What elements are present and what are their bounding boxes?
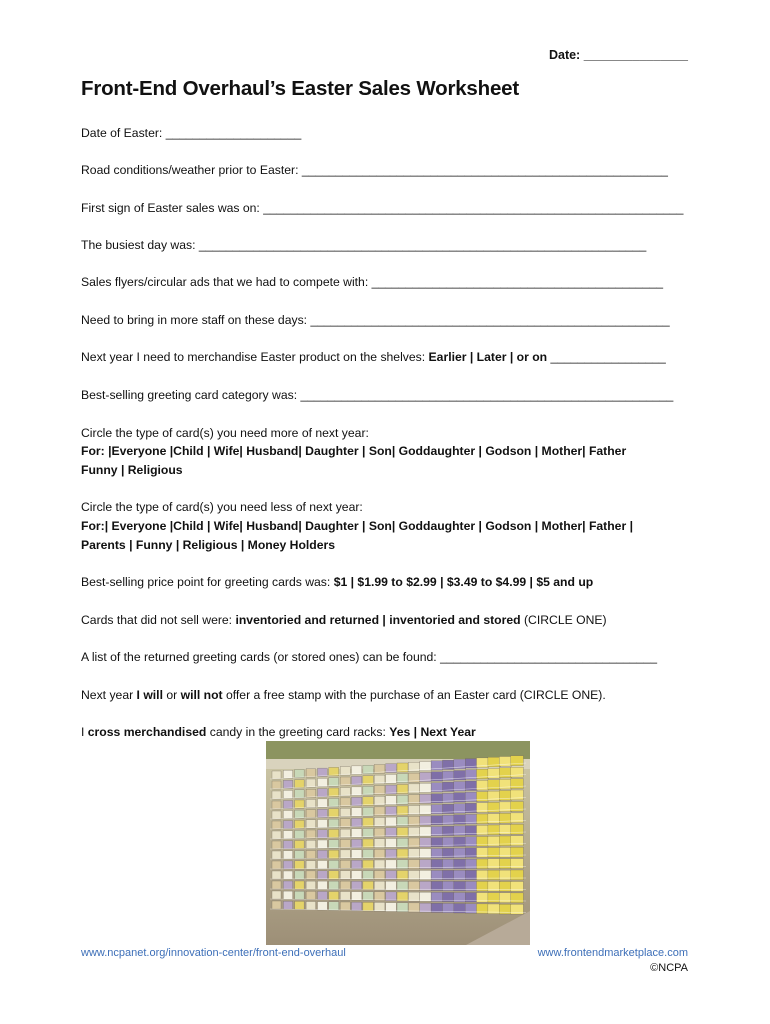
road-conditions-blank[interactable]: ______________________________________________________: [301, 163, 668, 177]
price-point-options[interactable]: $1 | $1.99 to $2.99 | $3.49 to $4.99 | $5 and up: [333, 575, 594, 589]
less-cards-prompt: Circle the type of card(s) you need less of next year:: [81, 500, 363, 514]
price-point-label: Best-selling price point for greeting cards was:: [81, 575, 331, 589]
more-cards-options-line1[interactable]: [81, 442, 689, 461]
card-rack-illustration: [266, 741, 530, 945]
merchandise-label: Next year I need to merchandise Easter product on the shelves:: [81, 350, 426, 364]
free-stamp-will-not-option[interactable]: will not: [180, 688, 223, 702]
best-category-label: Best-selling greeting card category was:: [81, 388, 298, 402]
first-sign-label: First sign of Easter sales was on:: [81, 201, 260, 215]
more-cards-options-text[interactable]: For: |Everyone |Child | Wife| Husband| Daughter | Son| Goddaughter | Godson | Mother| Father: [81, 444, 627, 458]
greeting-card-rack-photo: [266, 741, 530, 945]
free-stamp-prefix: Next year: [81, 688, 134, 702]
price-point-field: [81, 573, 689, 592]
road-conditions-field: [81, 161, 689, 180]
best-category-blank[interactable]: _______________________________________________________: [300, 388, 674, 402]
easter-date-label: Date of Easter:: [81, 126, 163, 140]
date-blank[interactable]: _______________: [583, 48, 688, 62]
best-category-field: [81, 386, 689, 405]
cross-merch-middle: candy in the greeting card racks:: [209, 725, 386, 739]
unsold-label: Cards that did not sell were:: [81, 613, 233, 627]
road-conditions-label: Road conditions/weather prior to Easter:: [81, 163, 299, 177]
first-sign-field: [81, 199, 689, 218]
returned-list-label: A list of the returned greeting cards (or stored ones) can be found:: [81, 650, 437, 664]
cross-merch-field: [81, 723, 689, 742]
free-stamp-suffix: offer a free stamp with the purchase of an Easter card (CIRCLE ONE).: [225, 688, 606, 702]
returned-list-blank[interactable]: ________________________________: [440, 650, 657, 664]
returned-list-field: [81, 648, 689, 667]
sales-flyers-label: Sales flyers/circular ads that we had to compete with:: [81, 275, 369, 289]
easter-date-blank[interactable]: ____________________: [165, 126, 302, 140]
page-title: Front-End Overhaul’s Easter Sales Worksheet: [81, 77, 519, 100]
sales-flyers-blank[interactable]: ___________________________________________: [371, 275, 664, 289]
busiest-day-field: [81, 236, 689, 255]
more-staff-field: [81, 311, 689, 330]
free-stamp-field: [81, 686, 689, 705]
date-label: Date:: [548, 48, 581, 62]
unsold-suffix: (CIRCLE ONE): [523, 613, 607, 627]
busiest-day-blank[interactable]: __________________________________________________________________: [198, 238, 647, 252]
more-staff-blank[interactable]: _____________________________________________________: [310, 313, 670, 327]
date-field: [549, 48, 688, 62]
less-cards-options-line2[interactable]: [81, 536, 689, 555]
cross-merch-bold: cross merchandised: [87, 725, 207, 739]
footer-left-link[interactable]: www.ncpanet.org/innovation-center/front-end-overhaul: [81, 947, 346, 959]
sales-flyers-field: [81, 273, 689, 292]
merchandise-field: [81, 348, 689, 367]
easter-date-field: [81, 124, 689, 143]
more-cards-prompt: Circle the type of card(s) you need more of next year:: [81, 426, 369, 440]
busiest-day-label: The busiest day was:: [81, 238, 196, 252]
free-stamp-will-option[interactable]: I will: [136, 688, 163, 702]
first-sign-blank[interactable]: ______________________________________________________________: [263, 201, 684, 215]
merchandise-blank[interactable]: _________________: [550, 350, 666, 364]
more-staff-label: Need to bring in more staff on these days:: [81, 313, 308, 327]
merchandise-options[interactable]: Earlier | Later | or on: [428, 350, 548, 364]
cross-merch-prefix: I: [81, 725, 85, 739]
less-cards-options-text-2[interactable]: Parents | Funny | Religious | Money Holders: [81, 538, 336, 552]
cross-merch-options[interactable]: Yes | Next Year: [389, 725, 476, 739]
footer-copyright: ©NCPA: [650, 962, 688, 974]
free-stamp-or: or: [166, 688, 178, 702]
unsold-options[interactable]: inventoried and returned | inventoried and stored: [235, 613, 521, 627]
unsold-field: [81, 611, 689, 630]
less-cards-options-text[interactable]: For:| Everyone |Child | Wife| Husband| Daughter | Son| Goddaughter | Godson | Mother| Father |: [81, 519, 634, 533]
less-cards-options-line1[interactable]: [81, 517, 689, 536]
more-cards-options-text-2[interactable]: Funny | Religious: [81, 463, 183, 477]
more-cards-options-line2[interactable]: [81, 461, 689, 480]
footer-right-link[interactable]: www.frontendmarketplace.com: [537, 947, 688, 959]
